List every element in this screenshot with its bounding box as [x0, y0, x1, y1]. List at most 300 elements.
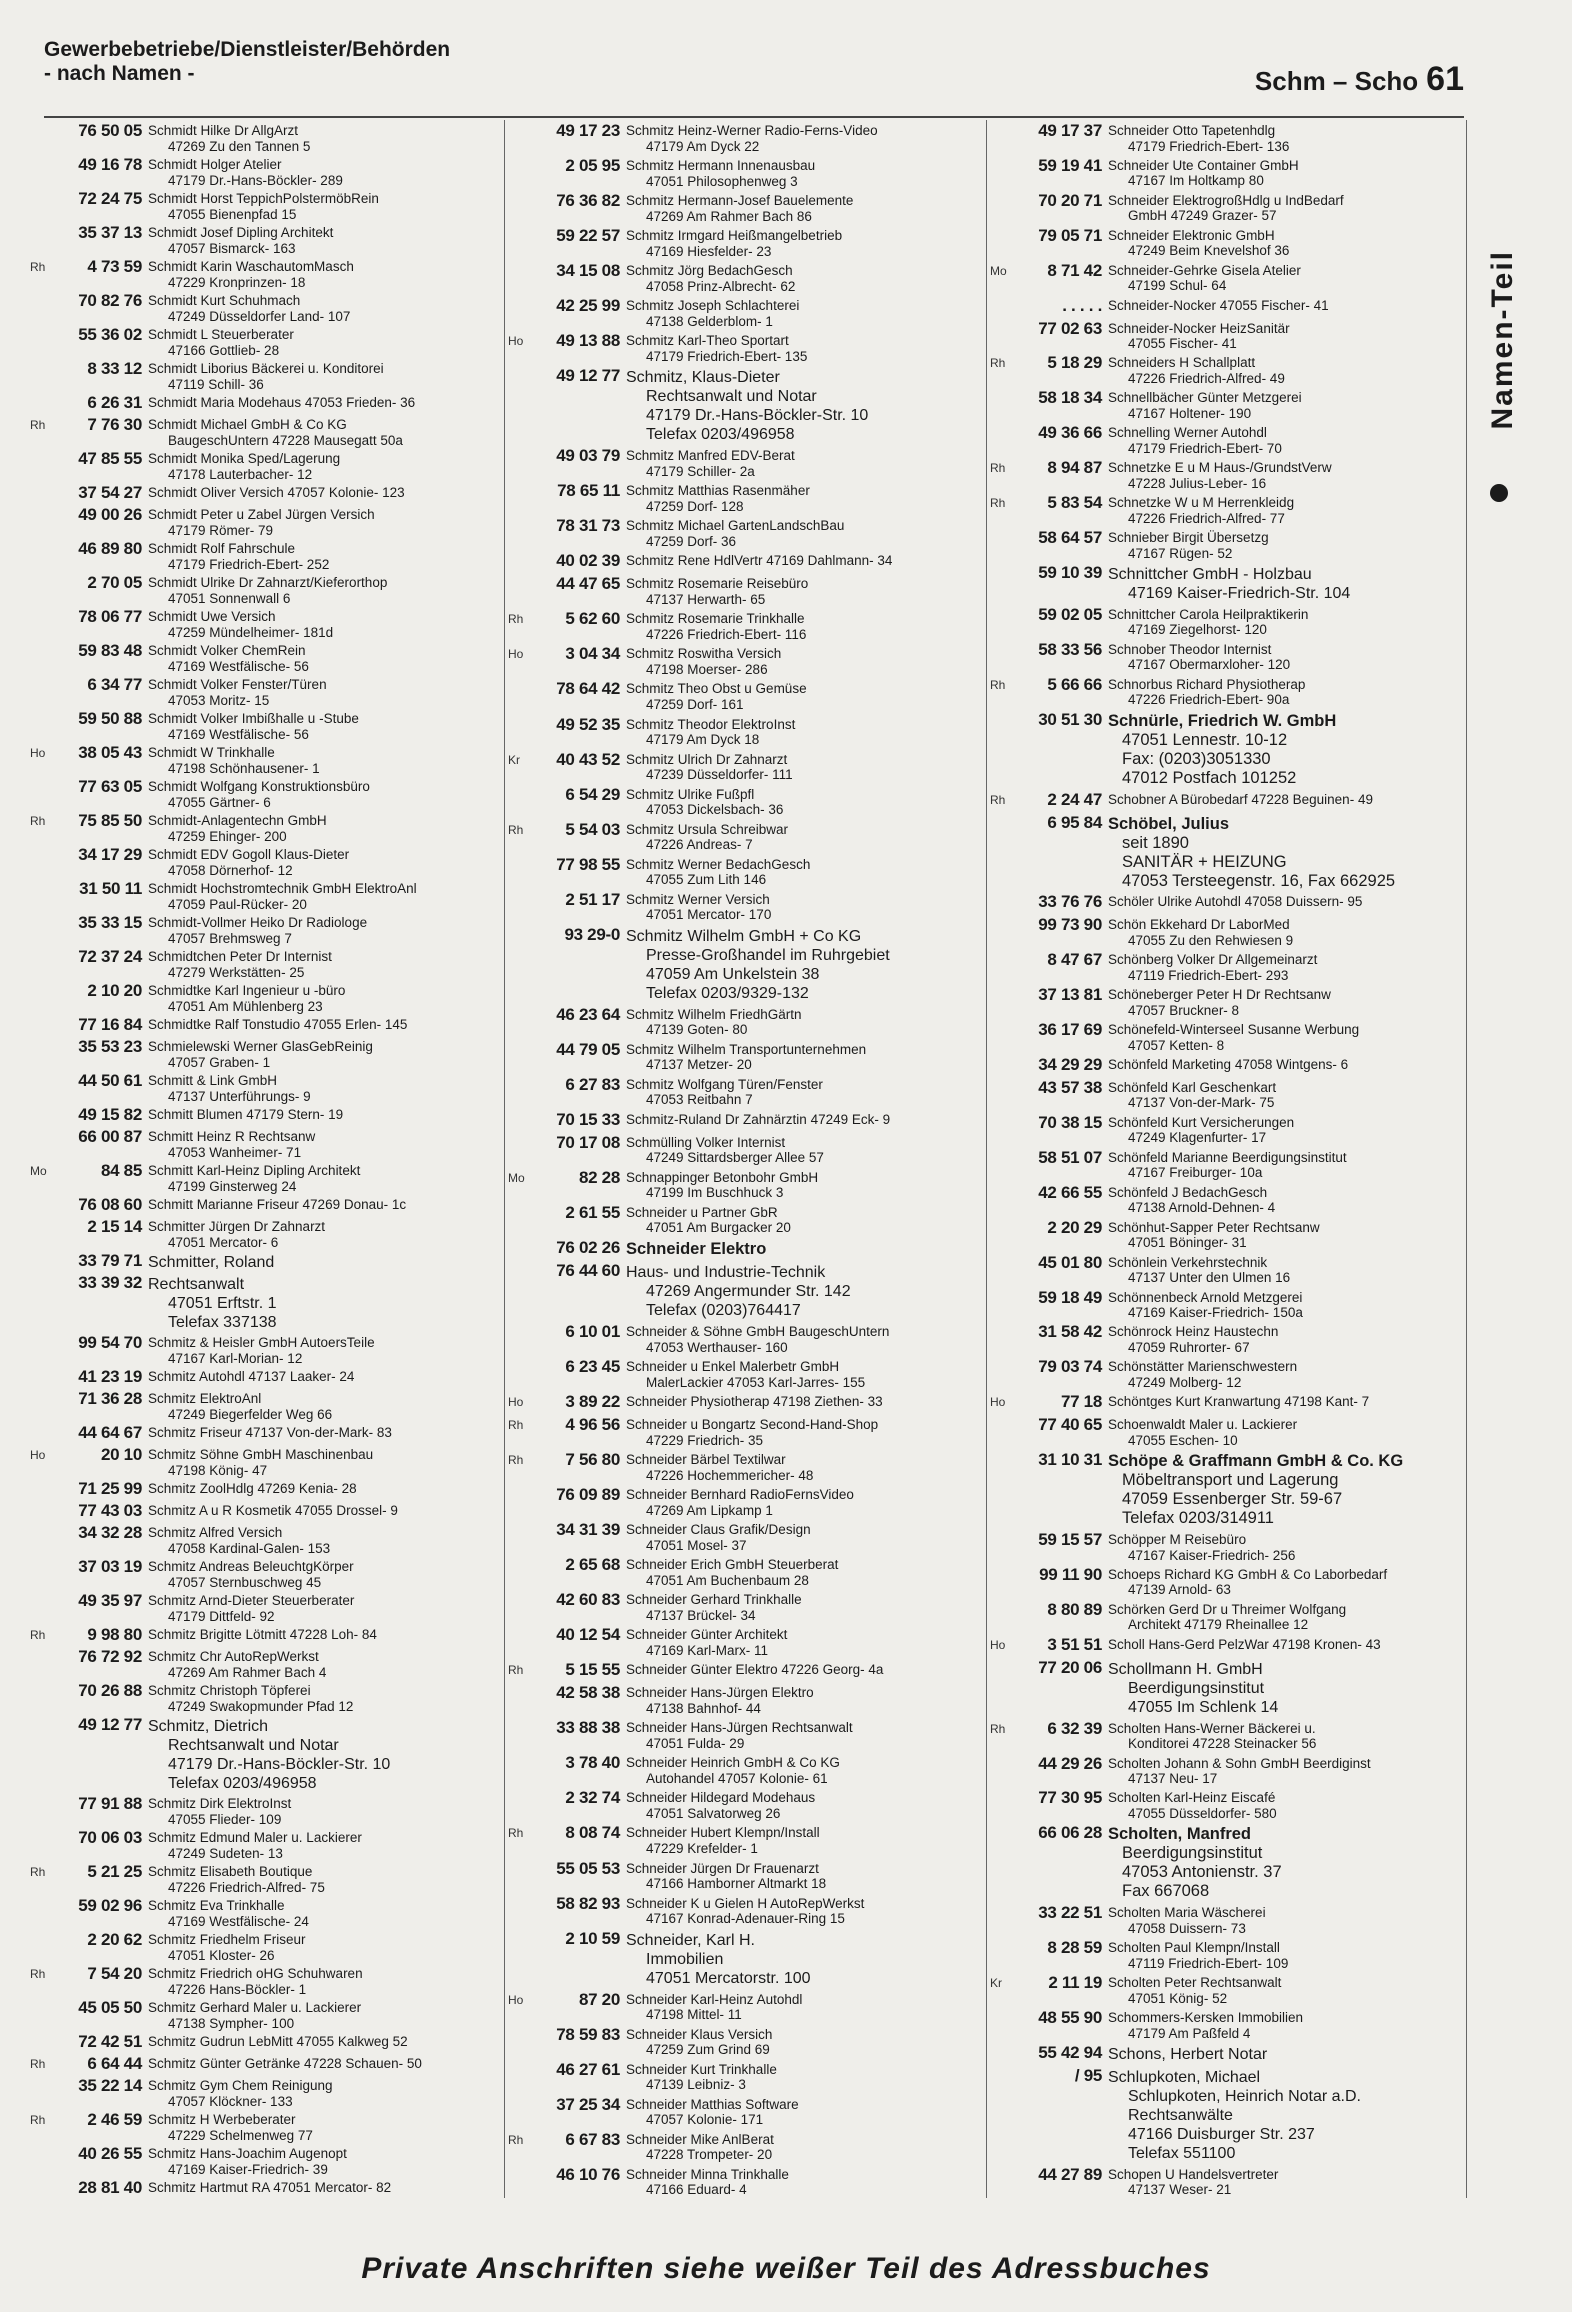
entry-address: 47051 Böninger- 31 — [1128, 1235, 1247, 1251]
directory-entry — [508, 1893, 982, 1927]
directory-entry — [990, 674, 1462, 708]
phone-number: 37 54 27 — [78, 483, 142, 502]
phone-number: 37 25 34 — [556, 2094, 620, 2114]
directory-entry — [508, 1449, 982, 1483]
entry-name: Schöbel, Julius — [1108, 814, 1230, 833]
entry-text — [1108, 1054, 1462, 1076]
entry-text — [1108, 1564, 1462, 1598]
entry-text — [148, 606, 500, 640]
entry-name: Schneider Kurt Trinkhalle — [626, 2061, 777, 2077]
entry-text — [626, 1004, 982, 1038]
entry-text — [626, 480, 982, 514]
phone-number: 7 54 20 — [87, 1964, 142, 1983]
entry-text — [1108, 709, 1462, 788]
entry-address: 47229 Schelmenweg 77 — [168, 2127, 313, 2143]
phone-number: 59 50 88 — [78, 709, 142, 728]
phone-number: 59 18 49 — [1038, 1287, 1102, 1307]
directory-entry — [508, 714, 982, 748]
entry-text — [1108, 984, 1462, 1018]
district-code: Mo — [30, 1164, 47, 1178]
district-code — [990, 387, 1026, 421]
directory-entry — [30, 1014, 500, 1036]
entry-text — [148, 2143, 500, 2177]
entry-address: 47051 Mosel- 37 — [646, 1537, 747, 1553]
entry-address: 47179 Dr.-Hans-Böckler-Str. 10 — [168, 1756, 391, 1773]
entry-name: Schörken Gerd Dr u Threimer Wolfgang — [1108, 1601, 1347, 1617]
directory-entry — [30, 1522, 500, 1556]
directory-entry — [990, 1657, 1462, 1717]
entry-name: Schmitz Edmund Maler u. Lackierer — [148, 1830, 362, 1845]
entry-name: Schneiders H Schallplatt — [1108, 355, 1256, 371]
district-code — [508, 260, 544, 294]
entry-name: Schmitz-Ruland Dr Zahnärztin 47249 Eck- 9 — [626, 1111, 891, 1127]
phone-number: 46 27 61 — [556, 2059, 620, 2079]
phone-number: 37 13 81 — [1038, 985, 1102, 1005]
directory-entry — [990, 1356, 1462, 1390]
district-code: Rh — [508, 1418, 524, 1433]
district-code — [990, 1564, 1026, 1598]
directory-entry — [30, 1104, 500, 1126]
directory-entry — [30, 324, 500, 358]
entry-address: 47138 Bahnhof- 44 — [646, 1700, 761, 1716]
district-code — [990, 1182, 1026, 1216]
phone-number: 42 60 83 — [556, 1590, 620, 1610]
district-code — [508, 225, 544, 259]
district-code — [508, 1928, 544, 1988]
entry-text — [148, 1929, 500, 1963]
entry-address: 47249 Düsseldorfer Land- 107 — [168, 308, 351, 324]
entry-address: 47269 Angermunder Str. 142 — [646, 1282, 851, 1300]
phone-number: 31 10 31 — [1038, 1450, 1102, 1470]
entry-address: 47259 Ehinger- 200 — [168, 828, 287, 844]
directory-entry — [508, 190, 982, 224]
directory-entry — [508, 608, 982, 642]
entry-name: Schöpper M Reisebüro — [1108, 1532, 1247, 1548]
entry-name: Scholten Hans-Werner Bäckerei u. — [1108, 1720, 1316, 1736]
entry-text — [1108, 120, 1462, 154]
entry-address: 47249 Swakopmunder Pfad 12 — [168, 1698, 354, 1714]
entry-address: 47166 Gottlieb- 28 — [168, 342, 280, 358]
district-code — [990, 2164, 1026, 2198]
phone-number: 40 26 55 — [78, 2144, 142, 2163]
entry-address: 47226 Friedrich-Ebert- 116 — [646, 626, 807, 642]
directory-entry — [30, 1500, 500, 1522]
directory-entry — [30, 1194, 500, 1216]
entry-address: 47259 Dorf- 161 — [646, 696, 744, 712]
phone-number: 43 57 38 — [1038, 1077, 1102, 1097]
district-code — [508, 1356, 544, 1390]
entry-name: Schmitz Günter Getränke 47228 Schauen- 50 — [148, 2056, 422, 2071]
entry-address: BaugeschUntern 47228 Mausegatt 50a — [168, 432, 403, 448]
entry-name: Schmitz Rosemarie Reisebüro — [626, 576, 809, 592]
district-code: Ho — [30, 746, 46, 760]
entry-name: Schmitz Gudrun LebMitt 47055 Kalkweg 52 — [148, 2034, 408, 2049]
entry-address: 47051 Mercator- 6 — [168, 1234, 279, 1250]
entry-address: 47179 Dr.-Hans-Böckler- 289 — [168, 172, 343, 188]
entry-text — [626, 1659, 982, 1681]
district-code — [30, 708, 66, 742]
district-code — [990, 562, 1026, 603]
phone-number: 77 91 88 — [78, 1794, 142, 1813]
entry-address: 47198 Schönhausener- 1 — [168, 760, 320, 776]
directory-entry — [990, 422, 1462, 456]
phone-number: 2 70 05 — [87, 573, 142, 592]
phone-number: 2 05 95 — [565, 156, 620, 176]
entry-text — [1108, 155, 1462, 189]
directory-entry — [30, 1388, 500, 1422]
column-1 — [30, 120, 500, 2198]
directory-entry — [30, 504, 500, 538]
entry-text — [148, 1680, 500, 1714]
district-code — [990, 1321, 1026, 1355]
entry-text — [148, 2031, 500, 2053]
phone-number: 66 06 28 — [1038, 1823, 1102, 1843]
entry-address: 47167 Im Holtkamp 80 — [1128, 173, 1264, 189]
district-code: Rh — [990, 677, 1006, 692]
phone-number: 35 37 13 — [78, 223, 142, 242]
district-code — [508, 889, 544, 923]
page-header — [44, 38, 450, 86]
entry-text — [626, 2059, 982, 2093]
directory-entry — [990, 2007, 1462, 2041]
directory-entry — [990, 1449, 1462, 1528]
directory-entry — [508, 889, 982, 923]
entry-address: 47059 Essenberger Str. 59-67 — [1122, 1490, 1343, 1509]
district-code — [508, 480, 544, 514]
entry-address: 47051 Salvatorweg 26 — [646, 1805, 781, 1821]
entry-address: Architekt 47179 Rheinallee 12 — [1128, 1617, 1309, 1633]
district-code — [508, 120, 544, 154]
directory-entry — [990, 1599, 1462, 1633]
entry-address: Telefax (0203)764417 — [646, 1301, 801, 1319]
entry-text — [1108, 1599, 1462, 1633]
entry-text — [148, 640, 500, 674]
entry-name: Schmidt Maria Modehaus 47053 Frieden- 36 — [148, 395, 416, 410]
phone-number: 2 15 14 — [87, 1217, 142, 1236]
district-code — [990, 604, 1026, 638]
directory-entry — [508, 819, 982, 853]
phone-number: 59 10 39 — [1038, 562, 1102, 582]
entry-text — [148, 1861, 500, 1895]
directory-entry — [990, 789, 1462, 811]
directory-entry — [508, 1132, 982, 1166]
directory-entry — [990, 527, 1462, 561]
entry-address: 47055 Im Schlenk 14 — [1128, 1698, 1279, 1716]
directory-entry — [30, 946, 500, 980]
phone-number: 8 33 12 — [87, 359, 142, 378]
district-code — [508, 1074, 544, 1108]
entry-text — [626, 1589, 982, 1623]
entry-name: Schmitz Gerhard Maler u. Lackierer — [148, 2000, 362, 2015]
directory-entry — [990, 1147, 1462, 1181]
entry-name: Schmitz Theodor ElektroInst — [626, 716, 796, 732]
phone-number: 42 66 55 — [1038, 1182, 1102, 1202]
entry-name: Schoeps Richard KG GmbH & Co Laborbedarf — [1108, 1566, 1388, 1582]
entry-address: 47226 Andreas- 7 — [646, 837, 753, 853]
entry-address: 47053 Moritz- 15 — [168, 692, 270, 708]
phone-number: 3 04 34 — [565, 644, 620, 664]
entry-address: Möbeltransport und Lagerung — [1122, 1471, 1339, 1490]
phone-number: 38 05 43 — [78, 743, 142, 762]
phone-number: 77 02 63 — [1038, 318, 1102, 338]
district-code — [508, 2059, 544, 2093]
entry-address: 47053 Wanheimer- 71 — [168, 1144, 302, 1160]
entry-address: 47179 Am Dyck 22 — [646, 138, 760, 154]
entry-text — [148, 2075, 500, 2109]
district-code — [990, 1787, 1026, 1821]
entry-address: 47138 Sympher- 100 — [168, 2015, 295, 2031]
entry-text — [1108, 492, 1462, 526]
entry-text — [626, 1717, 982, 1751]
entry-name: Schneider u Enkel Malerbetr GmbH — [626, 1359, 840, 1375]
entry-address: 47179 Am Dyck 18 — [646, 732, 760, 747]
district-code: Ho — [990, 1637, 1006, 1652]
entry-name: Schnieber Birgit Übersetzg — [1108, 530, 1269, 546]
directory-entry — [990, 1019, 1462, 1053]
entry-name: Schmitz Andreas BeleuchtgKörper — [148, 1559, 354, 1574]
phone-number: 49 15 82 — [78, 1105, 142, 1124]
entry-name: Schmitz Theo Obst u Gemüse — [626, 681, 807, 697]
phone-number: 33 76 76 — [1038, 892, 1102, 912]
directory-entry — [990, 1077, 1462, 1111]
directory-entry — [30, 742, 500, 776]
entry-text — [626, 1202, 982, 1236]
district-code — [508, 445, 544, 479]
entry-text — [148, 482, 500, 504]
entry-address: Beerdigungsinstitut — [1122, 1844, 1263, 1863]
phone-number: 45 01 80 — [1038, 1252, 1102, 1272]
phone-number: 40 02 39 — [556, 551, 620, 571]
district-code — [30, 188, 66, 222]
entry-text — [626, 924, 982, 1003]
entry-text — [626, 1682, 982, 1716]
district-code: Rh — [990, 496, 1006, 511]
district-code — [30, 392, 66, 414]
directory-entry — [30, 2109, 500, 2143]
entry-address: 47058 Dörnerhof- 12 — [168, 862, 293, 878]
phone-number: 31 50 11 — [79, 879, 142, 898]
district-code — [508, 1321, 544, 1355]
district-code — [990, 527, 1026, 561]
district-code — [508, 1787, 544, 1821]
entry-text — [626, 2164, 982, 2198]
entry-text — [1108, 1147, 1462, 1181]
directory-entry — [990, 457, 1462, 491]
district-code: Ho — [508, 1395, 524, 1410]
phone-number: 93 29-0 — [564, 924, 620, 944]
district-code: Rh — [990, 792, 1006, 807]
phone-number: 72 42 51 — [78, 2032, 142, 2051]
directory-entry — [508, 854, 982, 888]
entry-name: Schmidtchen Peter Dr Internist — [148, 949, 332, 964]
district-code — [990, 1252, 1026, 1286]
district-code — [990, 709, 1026, 788]
district-code: Rh — [30, 814, 46, 828]
district-code — [990, 1753, 1026, 1787]
phone-number: . . . . . — [1062, 295, 1102, 315]
entry-address: 47137 Metzer- 20 — [646, 1057, 752, 1073]
district-code — [508, 2164, 544, 2198]
phone-number: 59 19 41 — [1038, 155, 1102, 175]
entry-text — [626, 190, 982, 224]
entry-name: Schommers-Kersken Immobilien — [1108, 2010, 1304, 2026]
entry-name: Schneider Hubert Klempn/Install — [626, 1825, 820, 1841]
phone-number: 87 20 — [578, 1989, 620, 2009]
phone-number: 5 15 55 — [565, 1660, 620, 1680]
district-code — [30, 1793, 66, 1827]
entry-name: Scholten Karl-Heinz Eiscafé — [1108, 1790, 1276, 1806]
entry-text — [148, 572, 500, 606]
entry-text — [1108, 1634, 1462, 1656]
entry-text — [626, 1167, 982, 1201]
entry-text — [626, 1822, 982, 1856]
entry-address: 47137 Weser- 21 — [1128, 2182, 1232, 2198]
entry-address: 47167 Rügen- 52 — [1128, 545, 1233, 561]
entry-text — [148, 1036, 500, 1070]
entry-name: Schmidt-Vollmer Heiko Dr Radiologe — [148, 915, 368, 930]
entry-address: 47055 Zum Lith 146 — [646, 872, 767, 888]
phone-number: 6 23 45 — [565, 1357, 620, 1377]
entry-address: 47166 Duisburger Str. 237 — [1128, 2125, 1315, 2143]
district-code — [990, 984, 1026, 1018]
entry-address: Rechtsanwalt und Notar — [646, 388, 817, 406]
district-code — [30, 674, 66, 708]
district-code — [990, 914, 1026, 948]
district-code — [508, 1554, 544, 1588]
entry-name: Schneider Claus Grafik/Design — [626, 1522, 811, 1538]
district-code — [508, 1752, 544, 1786]
directory-entry — [30, 1216, 500, 1250]
entry-name: Schneider K u Gielen H AutoRepWerkst — [626, 1895, 865, 1911]
entry-name: Scholten Johann & Sohn GmbH Beerdiginst — [1108, 1755, 1371, 1771]
entry-address: 47139 Arnold- 63 — [1128, 1582, 1231, 1598]
entry-text — [1108, 1391, 1462, 1413]
phone-number: 76 50 05 — [78, 121, 142, 140]
entry-address: 47051 Erftstr. 1 — [168, 1295, 277, 1312]
entry-address: 47051 Lennestr. 10-12 — [1122, 730, 1288, 749]
entry-address: 47055 Zu den Rehwiesen 9 — [1128, 932, 1294, 948]
entry-text — [626, 1449, 982, 1483]
entry-text — [626, 1858, 982, 1892]
entry-text — [1108, 1356, 1462, 1390]
entry-text — [1108, 1937, 1462, 1971]
phone-number: 6 54 29 — [565, 784, 620, 804]
entry-address: 47239 Düsseldorfer- 111 — [646, 767, 793, 783]
entry-address: 47057 Graben- 1 — [168, 1054, 271, 1070]
entry-address: Telefax 551100 — [1128, 2144, 1236, 2162]
district-code: Rh — [508, 2132, 524, 2147]
phone-number: 34 29 29 — [1038, 1055, 1102, 1075]
entry-text — [626, 445, 982, 479]
entry-text — [148, 1070, 500, 1104]
entry-name: Schmitz Joseph Schlachterei — [626, 298, 800, 314]
directory-entry — [508, 120, 982, 154]
entry-name: Schneider Erich GmbH Steuerberat — [626, 1557, 839, 1573]
phone-number: 55 36 02 — [78, 325, 142, 344]
entry-name: Schmitz Roswitha Versich — [626, 646, 782, 662]
entry-text — [148, 1014, 500, 1036]
entry-name: Schmitz H Werbeberater — [148, 2112, 296, 2127]
district-code: Rh — [30, 2057, 46, 2071]
directory-entry — [990, 949, 1462, 983]
phone-number: 4 96 56 — [565, 1415, 620, 1435]
directory-entry — [508, 445, 982, 479]
entry-name: Schoenwaldt Maler u. Lackierer — [1108, 1417, 1298, 1433]
entry-text — [148, 674, 500, 708]
district-code — [990, 1077, 1026, 1111]
phone-number: 2 65 68 — [565, 1555, 620, 1575]
entry-text — [1108, 318, 1462, 352]
district-code — [508, 1260, 544, 1320]
directory-entry — [30, 290, 500, 324]
phone-number: 77 98 55 — [556, 854, 620, 874]
entry-address: 47051 Fulda- 29 — [646, 1735, 745, 1751]
entry-address: 47059 Paul-Rücker- 20 — [168, 896, 307, 912]
phone-number: 78 31 73 — [556, 516, 620, 536]
entry-name: Schneider Klaus Versich — [626, 2026, 773, 2042]
header-rule — [44, 116, 1464, 118]
district-code — [30, 1366, 66, 1388]
entry-address: 47179 Am Paßfeld 4 — [1128, 2025, 1251, 2041]
entry-text — [1108, 1252, 1462, 1286]
column-2 — [508, 120, 982, 2198]
entry-name: Schneider Hildegard Modehaus — [626, 1790, 816, 1806]
district-code — [30, 1014, 66, 1036]
entry-text — [1108, 1972, 1462, 2006]
phone-number: 76 08 60 — [78, 1195, 142, 1214]
entry-name: Schneider Karl-Heinz Autohdl — [626, 1991, 803, 2007]
phone-number: 48 55 90 — [1038, 2008, 1102, 2028]
directory-entry — [990, 1414, 1462, 1448]
entry-text — [1108, 295, 1462, 317]
phone-number: 71 36 28 — [78, 1389, 142, 1408]
column-divider — [1466, 120, 1467, 2198]
phone-number: 47 85 55 — [78, 449, 142, 468]
entry-name: Schnetzke W u M Herrenkleidg — [1108, 495, 1295, 511]
entry-address: 47269 Am Rahmer Bach 4 — [168, 1664, 327, 1680]
entry-address: 47169 Ziegelhorst- 120 — [1128, 622, 1267, 638]
district-code — [30, 482, 66, 504]
entry-name: Schnittcher GmbH - Holzbau — [1108, 565, 1312, 583]
entry-text — [148, 1714, 500, 1793]
entry-text — [1108, 1449, 1462, 1528]
district-code — [508, 295, 544, 329]
entry-name: Schmitz Hermann Innenausbau — [626, 158, 816, 174]
district-code — [30, 844, 66, 878]
directory-entry — [30, 1332, 500, 1366]
entry-name: Haus- und Industrie-Technik — [626, 1263, 826, 1281]
entry-text — [148, 222, 500, 256]
entry-address: 47055 Gärtner- 6 — [168, 794, 271, 810]
phone-number: 34 31 39 — [556, 1520, 620, 1540]
entry-text — [626, 889, 982, 923]
district-code — [30, 1997, 66, 2031]
entry-address: 47055 Bienenpfad 15 — [168, 206, 297, 222]
entry-name: Schönefeld-Winterseel Susanne Werbung — [1108, 1022, 1360, 1038]
directory-entry — [508, 1356, 982, 1390]
entry-text — [626, 573, 982, 607]
phone-number: 58 64 57 — [1038, 528, 1102, 548]
phone-number: 70 38 15 — [1038, 1112, 1102, 1132]
entry-name: Schmitz Rosemarie Trinkhalle — [626, 611, 805, 627]
entry-address: 47053 Reitbahn 7 — [646, 1092, 753, 1108]
entry-address: 47139 Leibniz- 3 — [646, 2077, 746, 2093]
phone-number: 5 18 29 — [1047, 353, 1102, 373]
entry-address: 47179 Friedrich-Ebert- 70 — [1128, 440, 1282, 456]
entry-name: Schmidt Volker Fenster/Türen — [148, 677, 327, 692]
phone-number: 58 33 56 — [1038, 639, 1102, 659]
entry-name: Schmitz Christoph Töpferei — [148, 1683, 311, 1698]
